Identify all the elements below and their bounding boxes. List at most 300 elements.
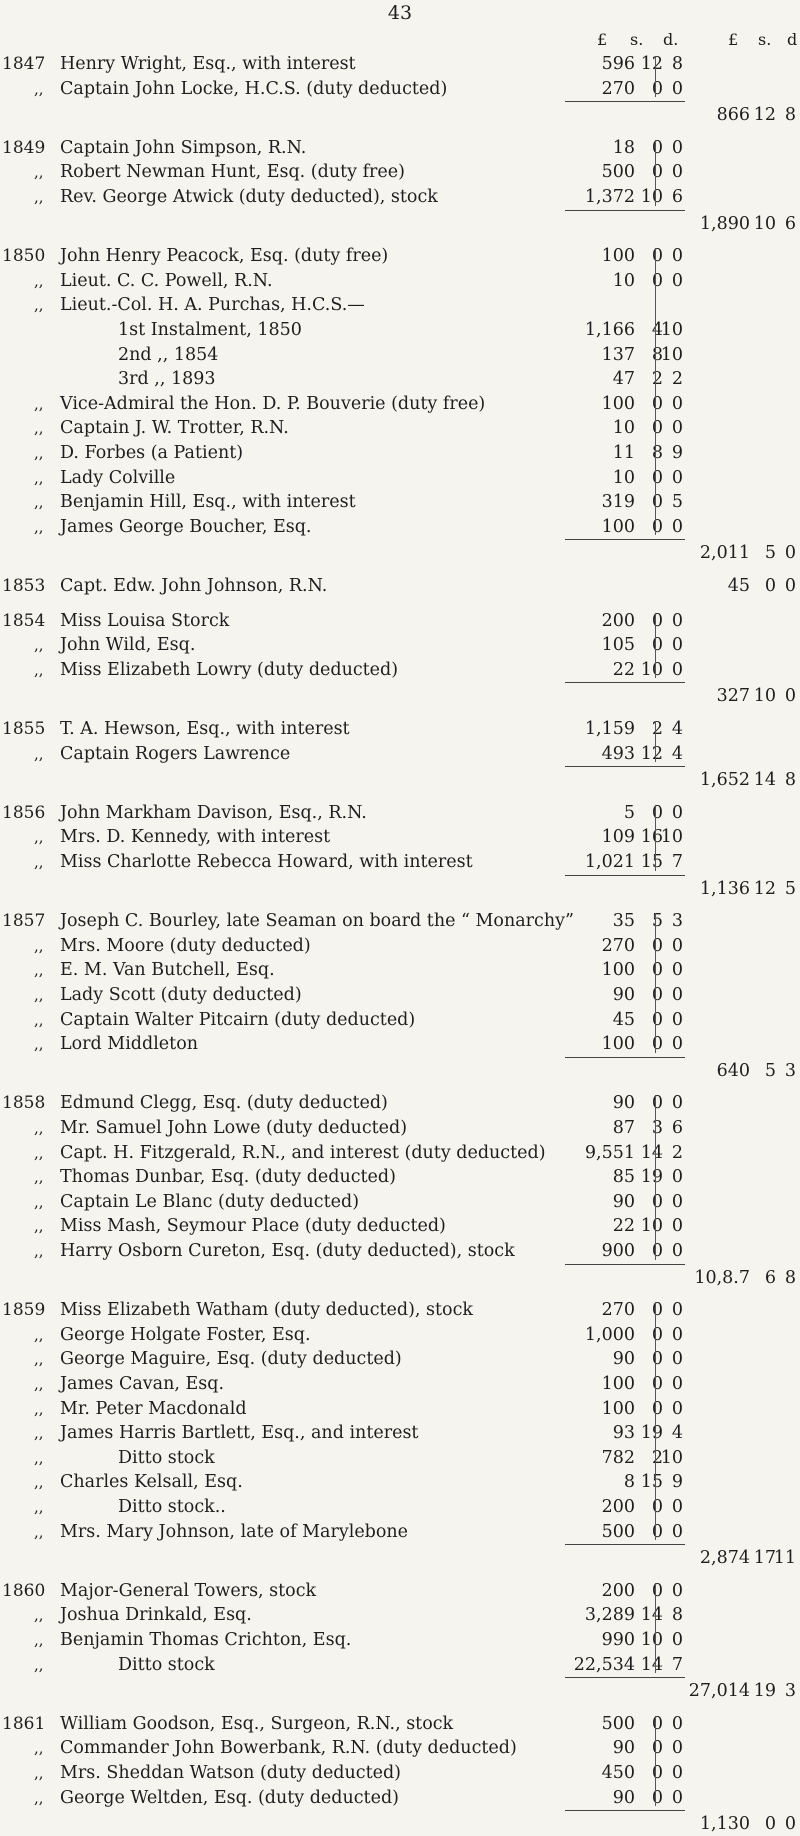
entry-amount-shillings: 12 <box>640 743 663 764</box>
group-total-pence: 11 <box>773 1548 796 1569</box>
entry-amount-pounds: 10 <box>612 418 635 439</box>
entry-year: ,, <box>34 961 44 980</box>
ledger-entry <box>0 293 800 317</box>
group-total-pounds: 1,890 <box>699 213 750 234</box>
entry-amount-pounds: 1,372 <box>584 187 635 207</box>
entry-amount-pence: 6 <box>671 1118 683 1138</box>
ledger-entry <box>0 1032 800 1056</box>
entry-year: 1854 <box>2 610 46 631</box>
group-total-pounds: 640 <box>716 1060 750 1081</box>
entry-description: Miss Elizabeth Watham (duty deducted), stock <box>60 1300 473 1321</box>
group-total-row <box>0 684 800 708</box>
group-total-row <box>0 212 800 236</box>
entry-amount-pence: 0 <box>671 802 683 823</box>
group-total-shillings: 0 <box>764 1814 776 1835</box>
ledger-entry <box>0 958 800 982</box>
group-total-pounds: 27,014 <box>688 1681 750 1702</box>
entry-amount-pence: 0 <box>671 1034 683 1055</box>
entry-amount-shillings: 0 <box>651 78 663 99</box>
ledger-entry <box>0 77 800 101</box>
group-total-pence: 8 <box>784 1267 796 1288</box>
entry-year: ,, <box>34 1788 44 1807</box>
entry-description: Lord Middleton <box>60 1034 199 1055</box>
entry-description: E. M. Van Butchell, Esq. <box>60 960 275 981</box>
ledger-entry <box>0 52 800 76</box>
group-total-row <box>0 1059 800 1083</box>
ledger-entry <box>0 633 800 657</box>
entry-amount-pence: 5 <box>671 492 683 513</box>
entry-description: Miss Louisa Storck <box>60 610 230 631</box>
entry-description: Benjamin Hill, Esq., with interest <box>60 492 356 513</box>
entry-description: Captain Le Blanc (duty deducted) <box>60 1191 360 1212</box>
entry-amount-shillings: 0 <box>651 1034 663 1055</box>
entry-description: John Henry Peacock, Esq. (duty free) <box>60 246 389 267</box>
entry-amount-pence: 0 <box>671 162 683 183</box>
ledger-entry <box>0 185 800 209</box>
column-separator <box>655 805 656 871</box>
group-total-row <box>0 1679 800 1703</box>
ledger-entry <box>0 392 800 416</box>
entry-description: Miss Elizabeth Lowry (duty deducted) <box>60 659 399 680</box>
ledger-entry <box>0 742 800 766</box>
entry-year: ,, <box>34 1399 44 1418</box>
entry-amount-pounds: 109 <box>601 827 635 848</box>
entry-amount-pence: 10 <box>660 827 683 848</box>
subtotal-rule <box>565 1677 685 1678</box>
entry-description: James Cavan, Esq. <box>60 1374 225 1394</box>
ledger-entry <box>0 1712 800 1736</box>
ledger-entry <box>0 160 800 184</box>
ledger-entry <box>0 1239 800 1263</box>
entry-amount-pounds: 90 <box>612 1093 635 1114</box>
subtotal-rule <box>565 875 685 876</box>
entry-amount-pounds: 90 <box>612 1349 635 1370</box>
entry-amount-pence: 2 <box>671 369 683 390</box>
entry-amount-pounds: 500 <box>601 162 635 183</box>
entry-amount-shillings: 19 <box>640 1423 663 1444</box>
entry-year: ,, <box>34 1119 44 1137</box>
entry-amount-pence: 0 <box>671 1497 683 1517</box>
entry-year: ,, <box>34 79 44 98</box>
entry-amount-pounds: 45 <box>612 1009 635 1030</box>
column-separator <box>655 1583 656 1673</box>
entry-year: 1857 <box>2 911 46 932</box>
entry-description: Capt. H. Fitzgerald, R.N., and interest (duty deducted) <box>60 1142 546 1163</box>
entry-amount-shillings: 2 <box>651 1447 663 1468</box>
entry-amount-shillings: 10 <box>640 1630 663 1650</box>
entry-amount-pence: 8 <box>671 54 683 74</box>
entry-amount-pence: 0 <box>671 960 683 981</box>
entry-amount-pounds: 22 <box>612 659 635 680</box>
entry-year: ,, <box>34 1655 44 1674</box>
entry-amount-pence: 0 <box>671 1787 683 1808</box>
entry-amount-shillings: 0 <box>651 610 663 631</box>
entry-year: ,, <box>34 1631 44 1649</box>
ledger-entry <box>0 1323 800 1347</box>
entry-description: Vice-Admiral the Hon. D. P. Bouverie (duty free) <box>60 393 486 414</box>
entry-amount-pence: 10 <box>660 1447 683 1468</box>
entry-description: Benjamin Thomas Crichton, Esq. <box>60 1630 352 1650</box>
entry-year: ,, <box>34 517 44 536</box>
entry-year: ,, <box>34 1192 44 1211</box>
ledger-entry <box>0 318 800 342</box>
entry-year: ,, <box>34 394 44 413</box>
entry-amount-pounds: 9,551 <box>584 1142 635 1163</box>
entry-description: Captain John Locke, H.C.S. (duty deducted) <box>60 78 448 99</box>
entry-amount-pence: 0 <box>671 1374 683 1394</box>
entry-amount-pence: 6 <box>671 187 683 207</box>
group-total-pounds: 2,011 <box>699 543 750 564</box>
ledger-entry <box>0 1470 800 1494</box>
entry-amount-shillings: 14 <box>640 1654 663 1675</box>
entry-amount-shillings: 0 <box>651 418 663 439</box>
entry-year: ,, <box>34 493 44 512</box>
ledger-entry <box>0 515 800 539</box>
entry-amount-shillings: 0 <box>651 1349 663 1370</box>
subtotal-rule <box>565 766 685 767</box>
group-total-shillings: 14 <box>753 770 776 791</box>
entry-year: ,, <box>34 828 44 847</box>
entry-year: ,, <box>34 1522 44 1541</box>
entry-amount-pounds: 200 <box>601 1580 635 1601</box>
entry-year: ,, <box>34 1375 44 1393</box>
entry-amount-pounds: 319 <box>601 492 635 513</box>
entry-year: ,, <box>34 1739 44 1758</box>
entry-amount-shillings: 3 <box>651 1118 663 1138</box>
subtotal-rule <box>565 1264 685 1265</box>
entry-year: 1847 <box>2 54 46 74</box>
entry-year: ,, <box>34 271 44 290</box>
ledger-entry <box>0 658 800 682</box>
entry-description: James George Boucher, Esq. <box>60 516 312 537</box>
entry-description: Miss Charlotte Rebecca Howard, with interest <box>60 852 473 872</box>
group-total-pounds: 2,874 <box>699 1548 750 1569</box>
entry-amount-pence: 9 <box>671 443 683 463</box>
entry-amount-shillings: 10 <box>640 187 663 207</box>
total-pence-header: d <box>787 30 798 49</box>
entry-year: ,, <box>34 419 44 438</box>
entry-amount-pence: 0 <box>671 610 683 631</box>
entry-amount-pounds: 11 <box>612 443 635 463</box>
entry-amount-shillings: 0 <box>651 1241 663 1261</box>
entry-year: 1859 <box>2 1300 46 1321</box>
ledger-entry <box>0 466 800 490</box>
entry-description: 3rd ,, 1893 <box>118 369 216 390</box>
entry-description: George Weltden, Esq. (duty deducted) <box>60 1787 399 1808</box>
entry-amount-shillings: 10 <box>640 659 663 680</box>
ledger-entry <box>0 244 800 268</box>
ledger-entry <box>0 1628 800 1652</box>
group-total-shillings: 5 <box>764 543 776 564</box>
ledger-entry <box>0 416 800 440</box>
ledger-entry <box>0 1091 800 1115</box>
entry-description: Mr. Peter Macdonald <box>60 1398 247 1419</box>
entry-amount-pence: 0 <box>671 1167 683 1188</box>
entry-amount-shillings: 0 <box>651 270 663 291</box>
subtotal-rule <box>565 539 685 540</box>
entry-amount-pounds: 782 <box>601 1447 635 1468</box>
entry-amount-pounds: 100 <box>601 960 635 981</box>
entry-amount-pounds: 990 <box>601 1630 635 1650</box>
entry-amount-shillings: 0 <box>651 516 663 537</box>
ledger-entry <box>0 1397 800 1421</box>
entry-description: T. A. Hewson, Esq., with interest <box>60 719 350 739</box>
group-total-row <box>0 574 800 598</box>
group-total-shillings: 6 <box>764 1267 776 1288</box>
group-total-pence: 0 <box>784 686 796 707</box>
ledger-entry <box>0 269 800 293</box>
group-total-shillings: 10 <box>753 686 776 707</box>
entry-description: John Wild, Esq. <box>60 635 196 656</box>
entry-amount-pence: 4 <box>671 743 683 764</box>
entry-amount-pence: 8 <box>671 1605 683 1626</box>
entry-amount-pence: 2 <box>671 1142 683 1163</box>
entry-year: ,, <box>34 1424 44 1443</box>
ledger-entry <box>0 1495 800 1519</box>
entry-year: ,, <box>34 1242 44 1260</box>
entry-description: Robert Newman Hunt, Esq. (duty free) <box>60 162 405 183</box>
entry-description: Lieut. C. C. Powell, R.N. <box>60 270 273 291</box>
ledger-entry <box>0 850 800 874</box>
entry-amount-shillings: 0 <box>651 1324 663 1345</box>
entry-amount-shillings: 0 <box>651 1521 663 1542</box>
page-number: 43 <box>387 2 413 24</box>
entry-year: 1850 <box>2 246 46 267</box>
group-total-pounds: 1,652 <box>699 770 750 791</box>
entry-description: Rev. George Atwick (duty deducted), stock <box>60 187 438 207</box>
ledger-entry <box>0 343 800 367</box>
entry-amount-pounds: 3,289 <box>584 1605 635 1626</box>
group-total-row <box>0 1546 800 1570</box>
entry-amount-pounds: 90 <box>612 985 635 1005</box>
entry-amount-shillings: 5 <box>651 911 663 932</box>
entry-amount-shillings: 14 <box>640 1605 663 1626</box>
entry-year: 1853 <box>2 576 46 596</box>
group-total-row <box>0 1266 800 1290</box>
ledger-entry <box>0 1008 800 1032</box>
subtotal-rule <box>565 1057 685 1058</box>
entry-amount-pence: 9 <box>671 1472 683 1493</box>
group-total-row <box>0 103 800 127</box>
entry-amount-pence: 4 <box>671 1423 683 1444</box>
entry-amount-shillings: 0 <box>651 1713 663 1734</box>
entry-amount-pence: 3 <box>671 911 683 932</box>
entry-amount-pounds: 105 <box>601 635 635 656</box>
entry-amount-pounds: 500 <box>601 1713 635 1734</box>
ledger-entry <box>0 441 800 465</box>
entry-amount-shillings: 0 <box>651 1787 663 1808</box>
entry-amount-shillings: 0 <box>651 393 663 414</box>
entry-amount-pence: 0 <box>671 418 683 439</box>
group-total-pounds: 866 <box>716 105 750 126</box>
entry-amount-pounds: 8 <box>623 1472 635 1493</box>
entry-amount-shillings: 8 <box>651 443 663 463</box>
ledger-entry <box>0 1165 800 1189</box>
entry-description: Lady Colville <box>60 467 176 488</box>
entry-description: Joshua Drinkald, Esq. <box>60 1605 252 1626</box>
entry-description: Thomas Dunbar, Esq. (duty deducted) <box>60 1167 396 1188</box>
entry-description: Mrs. Moore (duty deducted) <box>60 935 311 956</box>
ledger-entry <box>0 609 800 633</box>
entry-amount-pounds: 450 <box>601 1763 635 1783</box>
entry-amount-pounds: 596 <box>601 54 635 74</box>
column-separator <box>655 1716 656 1806</box>
column-separator <box>655 1302 656 1540</box>
entry-amount-shillings: 2 <box>651 719 663 739</box>
ledger-entry <box>0 367 800 391</box>
group-total-shillings: 12 <box>753 878 776 899</box>
entry-year: ,, <box>34 1325 44 1344</box>
entry-description: Mr. Samuel John Lowe (duty deducted) <box>60 1118 408 1138</box>
entry-amount-shillings: 0 <box>651 802 663 823</box>
entry-year: 1855 <box>2 719 46 739</box>
pence-header: d. <box>663 30 679 49</box>
ledger-entry <box>0 1603 800 1627</box>
entry-amount-pounds: 22,534 <box>573 1654 635 1675</box>
entry-amount-shillings: 0 <box>651 1398 663 1419</box>
entry-amount-pence: 0 <box>671 1630 683 1650</box>
ledger-entry <box>0 1116 800 1140</box>
entry-amount-pence: 0 <box>671 516 683 537</box>
ledger-entry <box>0 983 800 1007</box>
entry-amount-pence: 0 <box>671 1398 683 1419</box>
ledger-entry <box>0 1298 800 1322</box>
entry-description: Joseph C. Bourley, late Seaman on board the “ Monarchy” <box>60 911 574 932</box>
subtotal-rule <box>565 101 685 102</box>
entry-year: ,, <box>34 444 44 462</box>
group-total-shillings: 10 <box>753 213 776 234</box>
entry-description: William Goodson, Esq., Surgeon, R.N., stock <box>60 1713 454 1734</box>
group-total-shillings: 5 <box>764 1060 776 1081</box>
group-total-pence: 0 <box>784 1814 796 1835</box>
entry-amount-shillings: 0 <box>651 467 663 488</box>
entry-amount-pence: 0 <box>671 1300 683 1321</box>
entry-description: Harry Osborn Cureton, Esq. (duty deducted), stock <box>60 1241 515 1261</box>
entry-year: ,, <box>34 1350 44 1369</box>
entry-amount-pounds: 1,159 <box>584 719 635 739</box>
entry-year: ,, <box>34 1606 44 1625</box>
ledger-entry <box>0 1214 800 1238</box>
entry-year: ,, <box>34 936 44 955</box>
entry-amount-pounds: 1,166 <box>584 320 635 340</box>
entry-amount-shillings: 0 <box>651 635 663 656</box>
entry-year: ,, <box>34 1217 44 1236</box>
entry-year: ,, <box>34 1035 44 1054</box>
entry-amount-pounds: 5 <box>623 802 635 823</box>
entry-amount-pounds: 100 <box>601 1398 635 1419</box>
ledger-entry <box>0 909 800 933</box>
entry-amount-shillings: 8 <box>651 344 663 365</box>
entry-year: ,, <box>34 660 44 679</box>
entry-amount-pence: 0 <box>671 246 683 267</box>
entry-amount-pounds: 100 <box>601 246 635 267</box>
entry-amount-shillings: 0 <box>651 137 663 158</box>
subtotal-rule <box>565 210 685 211</box>
entry-description: Captain John Simpson, R.N. <box>60 137 307 158</box>
entry-amount-shillings: 4 <box>651 320 663 340</box>
entry-amount-shillings: 0 <box>651 1374 663 1394</box>
ledger-entry <box>0 1446 800 1470</box>
entry-description: Captain Walter Pitcairn (duty deducted) <box>60 1009 416 1030</box>
entry-year: ,, <box>34 1448 44 1467</box>
total-pounds-header: £ <box>728 30 739 49</box>
entry-amount-pence: 0 <box>671 1216 683 1237</box>
ledger-entry <box>0 1347 800 1371</box>
entry-description: Ditto stock <box>118 1447 215 1468</box>
entry-amount-shillings: 0 <box>651 1191 663 1212</box>
entry-amount-pence: 0 <box>671 935 683 956</box>
entry-year: 1861 <box>2 1713 46 1734</box>
entry-year: ,, <box>34 296 44 315</box>
entry-amount-pence: 7 <box>671 1654 683 1675</box>
entry-amount-pence: 0 <box>671 270 683 291</box>
entry-year: ,, <box>34 986 44 1004</box>
entry-description: Mrs. Mary Johnson, late of Marylebone <box>60 1521 409 1542</box>
entry-amount-pence: 0 <box>671 635 683 656</box>
entry-amount-pounds: 87 <box>612 1118 635 1138</box>
entry-amount-pence: 0 <box>671 137 683 158</box>
entry-amount-shillings: 10 <box>640 1216 663 1237</box>
entry-amount-pence: 7 <box>671 852 683 872</box>
entry-description: Commander John Bowerbank, R.N. (duty deducted) <box>60 1738 517 1759</box>
entry-amount-pounds: 1,021 <box>584 852 635 872</box>
group-total-shillings: 0 <box>764 576 776 596</box>
entry-description: Edmund Clegg, Esq. (duty deducted) <box>60 1093 388 1114</box>
group-total-pence: 3 <box>784 1060 796 1081</box>
entry-description: George Holgate Foster, Esq. <box>60 1324 311 1345</box>
entry-amount-pounds: 90 <box>612 1191 635 1212</box>
entry-description: Henry Wright, Esq., with interest <box>60 54 356 74</box>
ledger-entry <box>0 1579 800 1603</box>
entry-year: ,, <box>34 1473 44 1492</box>
entry-year: 1860 <box>2 1580 46 1601</box>
entry-amount-shillings: 2 <box>651 369 663 390</box>
entry-amount-pence: 0 <box>671 1349 683 1370</box>
group-total-pence: 5 <box>784 878 796 899</box>
entry-description: Captain J. W. Trotter, R.N. <box>60 418 289 439</box>
entry-year: ,, <box>34 188 44 206</box>
entry-amount-shillings: 15 <box>640 1472 663 1493</box>
ledger-entry <box>0 1141 800 1165</box>
ledger-entry <box>0 801 800 825</box>
entry-amount-pounds: 1,000 <box>584 1324 635 1345</box>
ledger-entry <box>0 1520 800 1544</box>
entry-amount-pounds: 200 <box>601 610 635 631</box>
entry-amount-pounds: 270 <box>601 1300 635 1321</box>
pounds-header: £ <box>597 30 608 49</box>
entry-amount-pence: 0 <box>671 659 683 680</box>
column-separator <box>655 1095 656 1259</box>
entry-amount-pence: 0 <box>671 1324 683 1345</box>
entry-amount-pence: 0 <box>671 393 683 414</box>
entry-description: Mrs. Sheddan Watson (duty deducted) <box>60 1763 401 1783</box>
group-total-row <box>0 541 800 565</box>
entry-amount-shillings: 16 <box>640 827 663 848</box>
entry-year: ,, <box>34 744 44 763</box>
entry-amount-pence: 0 <box>671 1580 683 1601</box>
entry-year: 1849 <box>2 137 46 158</box>
ledger-entry <box>0 1190 800 1214</box>
ledger-entry <box>0 1653 800 1677</box>
entry-amount-shillings: 0 <box>651 1580 663 1601</box>
entry-amount-pounds: 100 <box>601 393 635 414</box>
entry-amount-shillings: 0 <box>651 1497 663 1517</box>
shillings-header: s. <box>630 30 644 49</box>
group-total-shillings: 17 <box>753 1548 776 1569</box>
entry-amount-shillings: 0 <box>651 246 663 267</box>
subtotal-rule <box>565 1810 685 1811</box>
entry-amount-shillings: 0 <box>651 1009 663 1030</box>
